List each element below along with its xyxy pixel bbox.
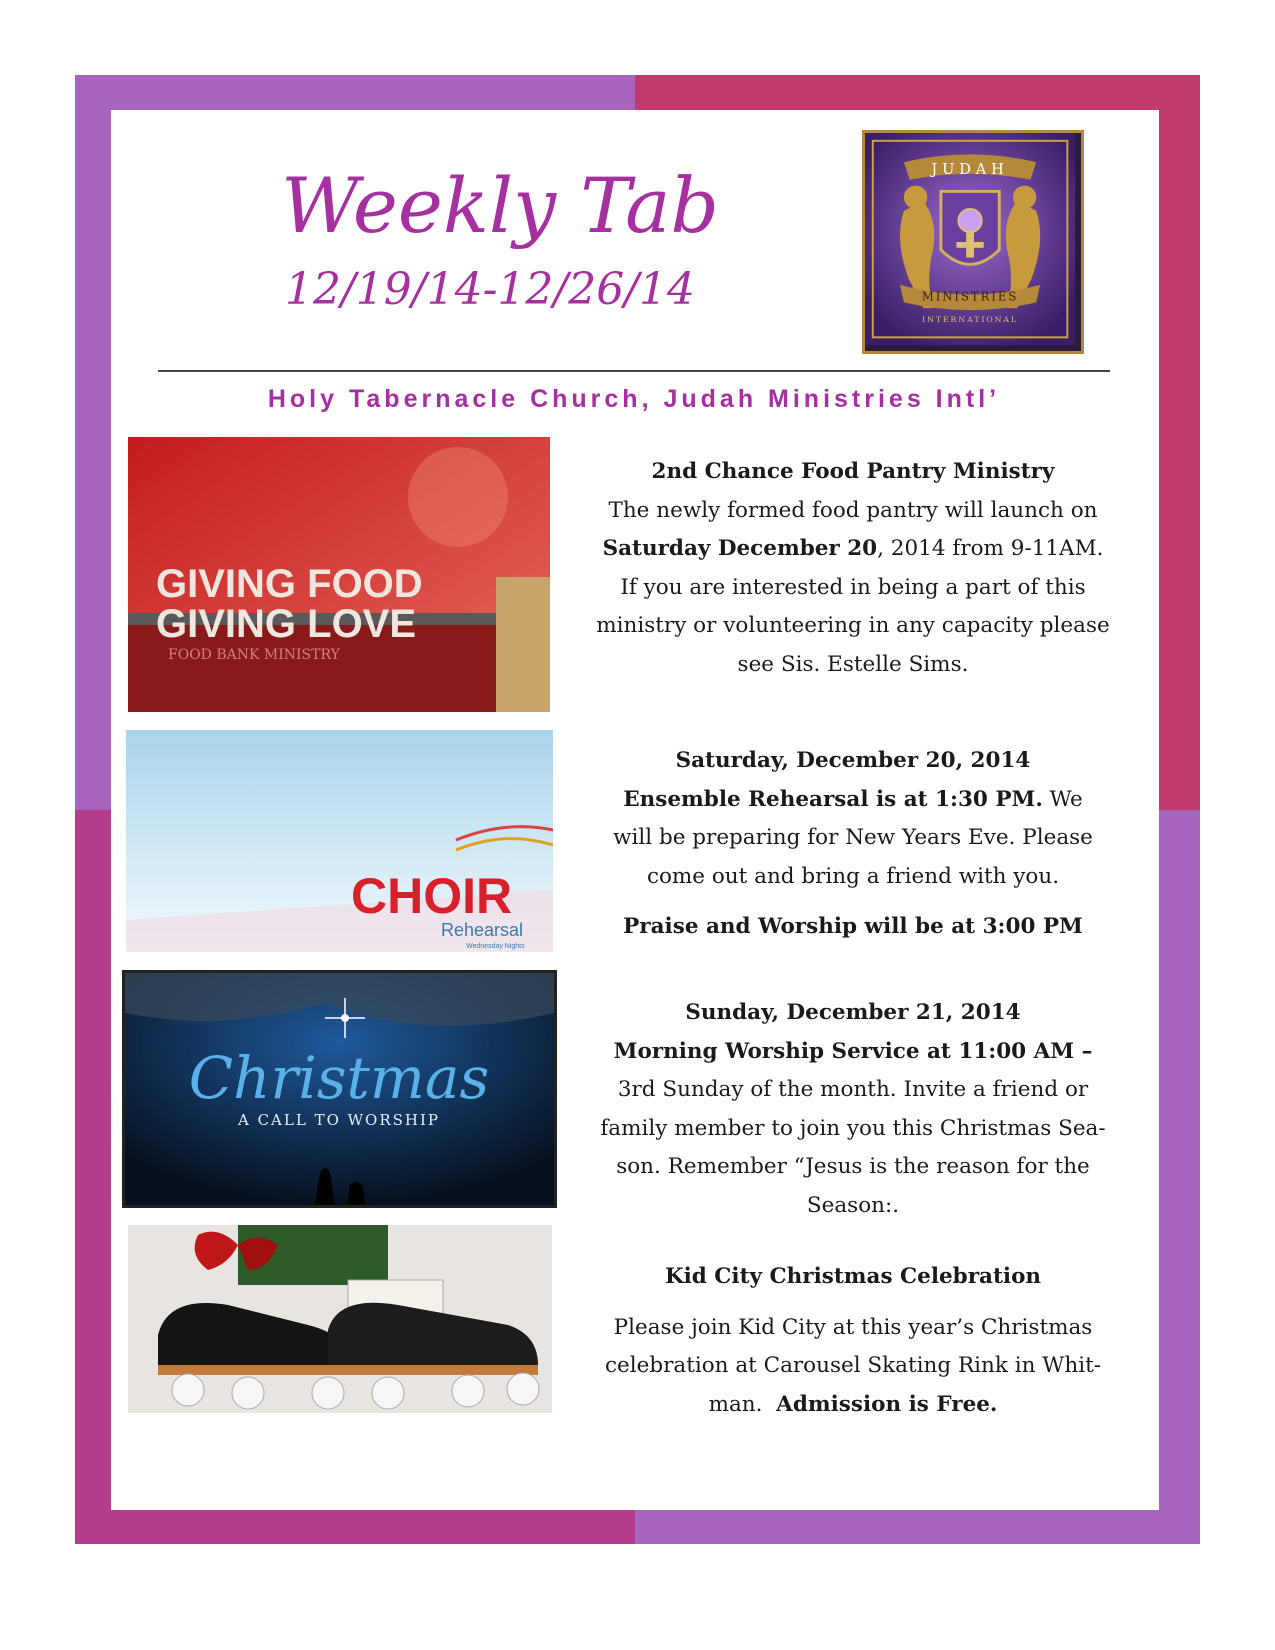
rehearsal-l1-rest: We — [1042, 786, 1083, 812]
food-pantry-l1: The newly formed food pantry will launch on — [608, 497, 1098, 523]
worship-heading: Sunday, December 21, 2014 — [685, 1000, 1021, 1025]
christmas-main: Christmas — [188, 1044, 490, 1112]
logo-top-text: JUDAH — [931, 160, 1009, 178]
logo-sub-text: INTERNATIONAL — [922, 314, 1019, 324]
logo-banner-text: MINISTRIES — [921, 289, 1019, 304]
worship-l4: son. Remember “Jesus is the reason for the — [616, 1154, 1090, 1179]
food-pantry-l3: If you are interested in being a part of this — [620, 574, 1086, 600]
choir-rehearsal-image — [126, 730, 553, 952]
worship-l1-bold: Morning Worship Service at 11:00 AM – — [613, 1038, 1093, 1064]
kid-city-section — [568, 1258, 1138, 1424]
kid-city-skates-image — [128, 1225, 552, 1413]
church-name: Holy Tabernacle Church, Judah Ministries Intl’ — [267, 385, 1001, 413]
worship-l5: Season:. — [806, 1192, 900, 1218]
rehearsal-heading: Saturday, December 20, 2014 — [675, 748, 1031, 773]
kid-city-l3-bold: Admission is Free. — [776, 1391, 998, 1417]
worship-section — [568, 994, 1138, 1225]
food-pantry-l4: ministry or volunteering in any capacity please — [596, 613, 1110, 638]
food-line2: GIVING LOVE — [156, 602, 417, 646]
food-pantry-section — [568, 453, 1138, 684]
kid-city-l3: man. — [708, 1391, 777, 1417]
worship-l2: 3rd Sunday of the month. Invite a friend or — [617, 1077, 1089, 1102]
kid-city-l2: celebration at Carousel Skating Rink in Whit- — [604, 1353, 1102, 1378]
judah-ministries-logo — [862, 130, 1084, 354]
choir-sub: Rehearsal — [441, 920, 524, 940]
food-ministry-image — [128, 437, 550, 712]
christmas-sub: A CALL TO WORSHIP — [237, 1111, 441, 1129]
page-title: Weekly Tab — [280, 161, 720, 250]
rehearsal-section — [568, 742, 1138, 947]
food-pantry-heading: 2nd Chance Food Pantry Ministry — [651, 459, 1055, 484]
choir-small: Wednesday Nights — [466, 943, 525, 950]
food-pantry-l5: see Sis. Estelle Sims. — [737, 651, 969, 677]
kid-city-heading: Kid City Christmas Celebration — [664, 1264, 1042, 1289]
kid-city-l1: Please join Kid City at this year’s Christmas — [613, 1314, 1093, 1340]
rehearsal-praise: Praise and Worship will be at 3:00 PM — [623, 914, 1083, 939]
rehearsal-l2: will be preparing for New Years Eve. Please — [613, 825, 1093, 850]
rehearsal-l1-bold: Ensemble Rehearsal is at 1:30 PM. — [623, 786, 1043, 812]
rehearsal-l3: come out and bring a friend with you. — [646, 863, 1060, 889]
choir-main: CHOIR — [351, 868, 513, 924]
food-pantry-l2-rest: , 2014 from 9-11AM. — [877, 536, 1104, 561]
date-range: 12/19/14-12/26/14 — [284, 264, 696, 315]
food-pantry-l2-bold: Saturday December 20 — [602, 536, 878, 561]
header-divider — [158, 370, 1110, 372]
food-line1: GIVING FOOD — [156, 562, 423, 606]
christmas-worship-image — [122, 970, 557, 1208]
worship-l3: family member to join you this Christmas Sea- — [600, 1115, 1106, 1141]
food-line3: FOOD BANK MINISTRY — [168, 647, 340, 663]
